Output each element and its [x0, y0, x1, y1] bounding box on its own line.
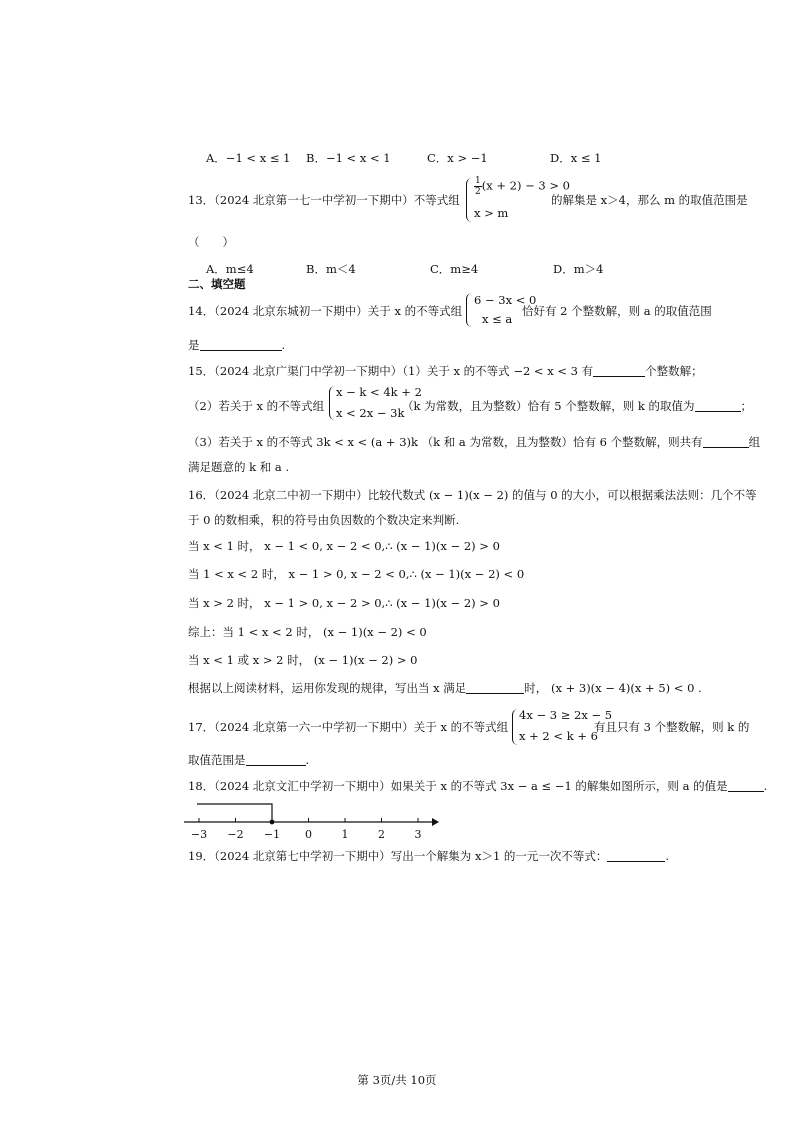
q15-line-3: （3）若关于 x 的不等式 3k < x < (a + 3)k （k 和 a 为常数，且为整数）恰有 6 个整数解，则共有 组 [188, 435, 761, 449]
solution-set-bracket [197, 804, 272, 822]
q13-fraction: $\frac{1}{2}$ [475, 176, 481, 197]
q12-option-b: B．−1 < x < 1 [306, 151, 391, 165]
q14-equation-2: x ≤ a [482, 312, 513, 326]
q16-case-5: 当 x < 1 或 x > 2 时， (x − 1)(x − 2) > 0 [188, 653, 418, 667]
q15-line-2a: （2）若关于 x 的不等式组 [188, 399, 325, 413]
number-line-tick-label: 3 [414, 828, 422, 841]
number-line [180, 798, 440, 844]
q16-case-2: 当 1 < x < 2 时， x − 1 > 0, x − 2 < 0,∴ (x − 1)(x − 2) < 0 [188, 567, 525, 581]
q15-blank-2[interactable] [695, 399, 741, 412]
q17-answer-blank[interactable] [246, 753, 306, 766]
q17-equation-1: 4x − 3 ≥ 2x − 5 [519, 708, 613, 722]
number-line-tick-label: −2 [227, 828, 244, 841]
q16-line-2: 于 0 的数相乘，积的符号由负因数的个数决定来判断. [188, 513, 460, 527]
q17-line-2: 取值范围是 . [188, 753, 310, 767]
q13-suffix: 的解集是 x＞4，那么 m 的取值范围是 [551, 193, 748, 207]
q13-brace [466, 178, 472, 222]
number-line-tick-label: −3 [190, 828, 208, 841]
q12-option-c: C．x > −1 [427, 151, 488, 165]
q15-blank-1[interactable] [593, 364, 645, 377]
q13-equation-2: x > m [474, 206, 509, 220]
q15-line-1: 15．（2024 北京广渠门中学初一下期中）（1）关于 x 的不等式 −2 < x < 3 有 个整数解； [188, 364, 703, 378]
q15-line-2b: （k 为常数，且为整数）恰有 5 个整数解，则 k 的取值为 ； [402, 399, 753, 413]
q14-answer-blank[interactable] [200, 338, 282, 351]
q16-line-1: 16．（2024 北京二中初一下期中）比较代数式 (x − 1)(x − 2) 的值与 0 的大小，可以根据乘法法则：几个不等 [188, 488, 757, 502]
number-line-tick-label: −1 [263, 828, 281, 841]
q16-answer-blank[interactable] [466, 681, 524, 694]
section-heading-fill-in: 二、填空题 [188, 277, 246, 291]
number-line-tick-label: 1 [341, 828, 349, 841]
q15-equation-1: x − k < 4k + 2 [336, 385, 422, 399]
number-line-tick-label: 2 [378, 828, 385, 841]
q17-prefix: 17．（2024 北京第一六一中学初一下期中）关于 x 的不等式组 [188, 720, 509, 734]
q15-line-4: 满足题意的 k 和 a . [188, 460, 290, 474]
q16-case-3: 当 x > 2 时， x − 1 > 0, x − 2 > 0,∴ (x − 1)(x − 2) > 0 [188, 596, 500, 610]
number-line-tick-label: 0 [305, 828, 312, 841]
q15-equation-2: x < 2x − 3k [336, 406, 405, 420]
q18-answer-blank[interactable] [728, 779, 764, 792]
q19-answer-blank[interactable] [607, 849, 665, 862]
q14-line-2: 是 . [188, 338, 286, 352]
q12-option-d: D．x ≤ 1 [550, 151, 602, 165]
q13-option-a: A．m≤4 [206, 262, 254, 276]
number-line-arrow [432, 818, 439, 826]
q14-prefix: 14．（2024 北京东城初一下期中）关于 x 的不等式组 [188, 304, 463, 318]
q12-option-a: A．−1 < x ≤ 1 [206, 151, 291, 165]
q19-text: 19．（2024 北京第七中学初一下期中）写出一个解集为 x＞1 的一元一次不等式： . [188, 849, 670, 863]
q13-option-c: C．m≥4 [430, 262, 479, 276]
q14-suffix: 恰好有 2 个整数解，则 a 的取值范围 [522, 304, 712, 318]
q18-text: 18．（2024 北京文汇中学初一下期中）如果关于 x 的不等式 3x − a ≤ −1 的解集如图所示，则 a 的值是 . [188, 779, 768, 793]
q13-option-b: B．m＜4 [306, 262, 356, 276]
page-footer: 第 3页/共 10页 [357, 1073, 437, 1087]
q14-equation-1: 6 − 3x < 0 [474, 293, 537, 307]
q17-suffix: 有且只有 3 个整数解，则 k 的 [594, 720, 750, 734]
q13-option-d: D．m＞4 [553, 262, 604, 276]
q13-prefix: 13．（2024 北京第一七一中学初一下期中）不等式组 [188, 193, 460, 207]
q17-equation-2: x + 2 < k + 6 [519, 729, 598, 743]
q15-blank-3[interactable] [703, 435, 749, 448]
q16-last-line: 根据以上阅读材料，运用你发现的规律，写出当 x 满足 时， (x + 3)(x − 4)(x + 5) < 0 . [188, 681, 702, 695]
q17-brace [512, 709, 518, 745]
q14-brace [466, 293, 472, 327]
q15-brace [329, 386, 335, 420]
q13-equation-1: $\frac{1}{2}$ (x + 2) − 3 > 0 [475, 176, 570, 197]
q16-case-4: 综上：当 1 < x < 2 时， (x − 1)(x − 2) < 0 [188, 625, 427, 639]
q16-case-1: 当 x < 1 时， x − 1 < 0, x − 2 < 0,∴ (x − 1)(x − 2) > 0 [188, 539, 500, 553]
q13-answer-paren: （ ） [188, 235, 234, 249]
